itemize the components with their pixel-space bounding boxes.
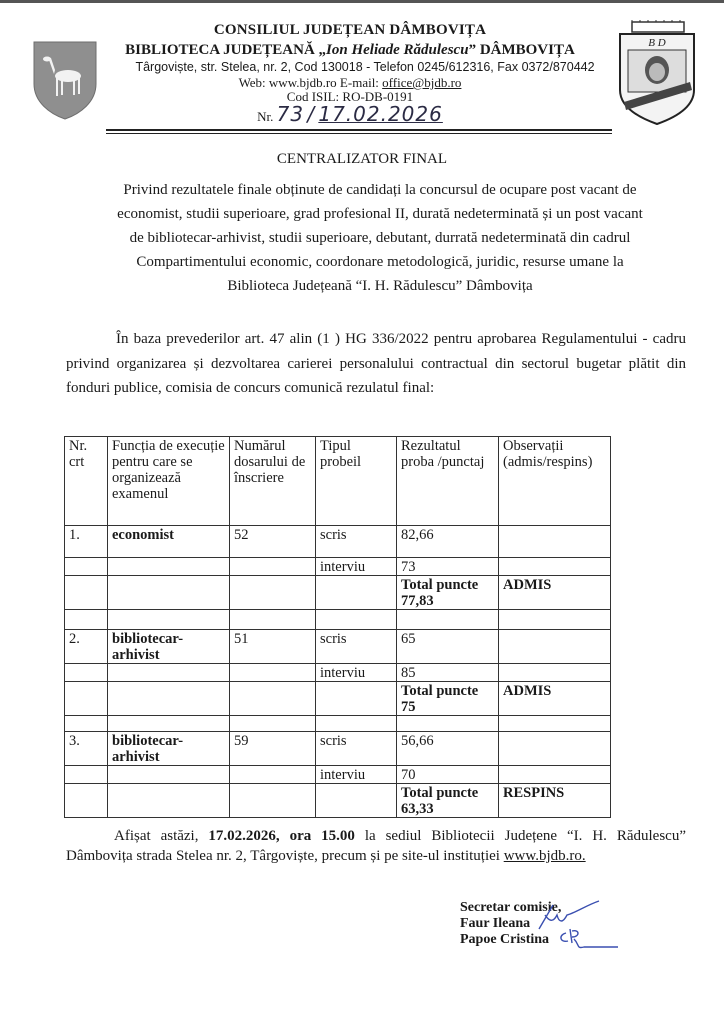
table-row: interviu 85 bbox=[65, 664, 611, 682]
file-number-cell: 51 bbox=[230, 630, 316, 664]
score-cell: 65 bbox=[397, 630, 499, 664]
scan-edge bbox=[0, 0, 724, 3]
results-table bbox=[64, 436, 611, 818]
table-row: 3. bibliotecar-arhivist 59 scris 56,66 bbox=[65, 732, 611, 766]
status-badge: ADMIS bbox=[499, 682, 611, 716]
registration-number-value: 73 bbox=[276, 102, 305, 126]
header-cell: Rezultatul proba /punctaj bbox=[397, 437, 499, 526]
svg-text:B D: B D bbox=[648, 37, 666, 49]
spacer-row bbox=[65, 610, 611, 630]
score-cell: 73 bbox=[397, 558, 499, 576]
total-cell: Total puncte 75 bbox=[397, 682, 499, 716]
file-number-cell: 52 bbox=[230, 526, 316, 558]
status-badge: ADMIS bbox=[499, 576, 611, 610]
table-row: 1. economist 52 scris 82,66 bbox=[65, 526, 611, 558]
document-title: CENTRALIZATOR FINAL bbox=[276, 151, 448, 167]
function-cell: economist bbox=[108, 526, 230, 558]
table-row bbox=[65, 784, 611, 818]
website-link[interactable]: www.bjdb.ro. bbox=[503, 848, 586, 864]
registration-date: 17.02.2026 bbox=[318, 102, 443, 126]
header-cell: Numărul dosarului de înscriere bbox=[230, 437, 316, 526]
signatory-name: Faur Ileana bbox=[460, 916, 531, 931]
table-row bbox=[65, 682, 611, 716]
isil-code: Cod ISIL: RO-DB-0191 bbox=[286, 89, 414, 104]
signature-title: Secretar comisie, bbox=[460, 900, 562, 915]
letterhead bbox=[100, 20, 600, 127]
header-cell: Funcția de execuție pentru care se organizează examenul bbox=[108, 437, 230, 526]
header-divider bbox=[106, 129, 612, 131]
library-name: BIBLIOTECA JUDEȚEANĂ „Ion Heliade Rădulescu” DÂMBOVIȚA bbox=[125, 42, 575, 58]
posting-notice: Afișat astăzi, 17.02.2026, ora 15.00 la sediul Bibliotecii Județene “I. H. Rădulescu” Dâmbovița strada Stelea nr. 2, Târgoviște, precum și pe site-ul instituției www.bjdb.ro. bbox=[66, 828, 686, 864]
total-cell: Total puncte 77,83 bbox=[397, 576, 499, 610]
library-address: Târgoviște, str. Stelea, nr. 2, Cod 130018 - Telefon 0245/612316, Fax 0372/870442 bbox=[135, 60, 595, 74]
status-badge: RESPINS bbox=[499, 784, 611, 818]
total-cell: Total puncte 63,33 bbox=[397, 784, 499, 818]
header-cell: Nr. crt bbox=[65, 437, 108, 526]
table-row bbox=[65, 576, 611, 610]
library-crest-icon bbox=[610, 20, 704, 125]
score-cell: 85 bbox=[397, 664, 499, 682]
header-cell: Observații (admis/respins) bbox=[499, 437, 611, 526]
handwritten-signature-icon bbox=[556, 925, 626, 955]
score-cell: 70 bbox=[397, 766, 499, 784]
spacer-row bbox=[65, 716, 611, 732]
table-row: interviu 73 bbox=[65, 558, 611, 576]
table-row: interviu 70 bbox=[65, 766, 611, 784]
file-number-cell: 59 bbox=[230, 732, 316, 766]
library-contact: Web: www.bjdb.ro E-mail: office@bjdb.ro bbox=[238, 75, 462, 90]
email-link[interactable]: office@bjdb.ro bbox=[382, 75, 462, 90]
table-header-row bbox=[65, 437, 611, 526]
function-cell: bibliotecar-arhivist bbox=[108, 630, 230, 664]
registration-number: Nr. 73 / 17.02.2026 bbox=[257, 102, 443, 126]
table-row: 2. bibliotecar-arhivist 51 scris 65 bbox=[65, 630, 611, 664]
council-name: CONSILIUL JUDEȚEAN DÂMBOVIȚA bbox=[213, 22, 487, 38]
score-cell: 82,66 bbox=[397, 526, 499, 558]
function-cell: bibliotecar-arhivist bbox=[108, 732, 230, 766]
document-intro: Privind rezultatele finale obținute de candidați la concursul de ocupare post vacant de economist, studii superioare, grad profesional II, durată nedeterminată și un post vacant de bibliotecar-arhivist, studii superioare, debutant, durrată nedeterminată din cadrul Compartimentului economic, coordonare metodologică, juridic, resurse umane la Biblioteca Județeană “I. H. Rădulescu” Dâmbovița bbox=[117, 182, 643, 294]
header-divider-thin bbox=[106, 133, 612, 134]
legal-basis-paragraph: În baza prevederilor art. 47 alin (1 ) HG 336/2022 pentru aprobarea Regulamentului - cadru privind organizarea și dezvoltarea carierei personalului contractual din sectorul bugetar plătit din fonduri publice, comisia de concurs comunică rezulatul final: bbox=[66, 331, 686, 396]
county-coat-of-arms-icon bbox=[32, 40, 98, 120]
score-cell: 56,66 bbox=[397, 732, 499, 766]
signatory-name: Papoe Cristina bbox=[460, 932, 550, 947]
header-cell: Tipul probeil bbox=[316, 437, 397, 526]
